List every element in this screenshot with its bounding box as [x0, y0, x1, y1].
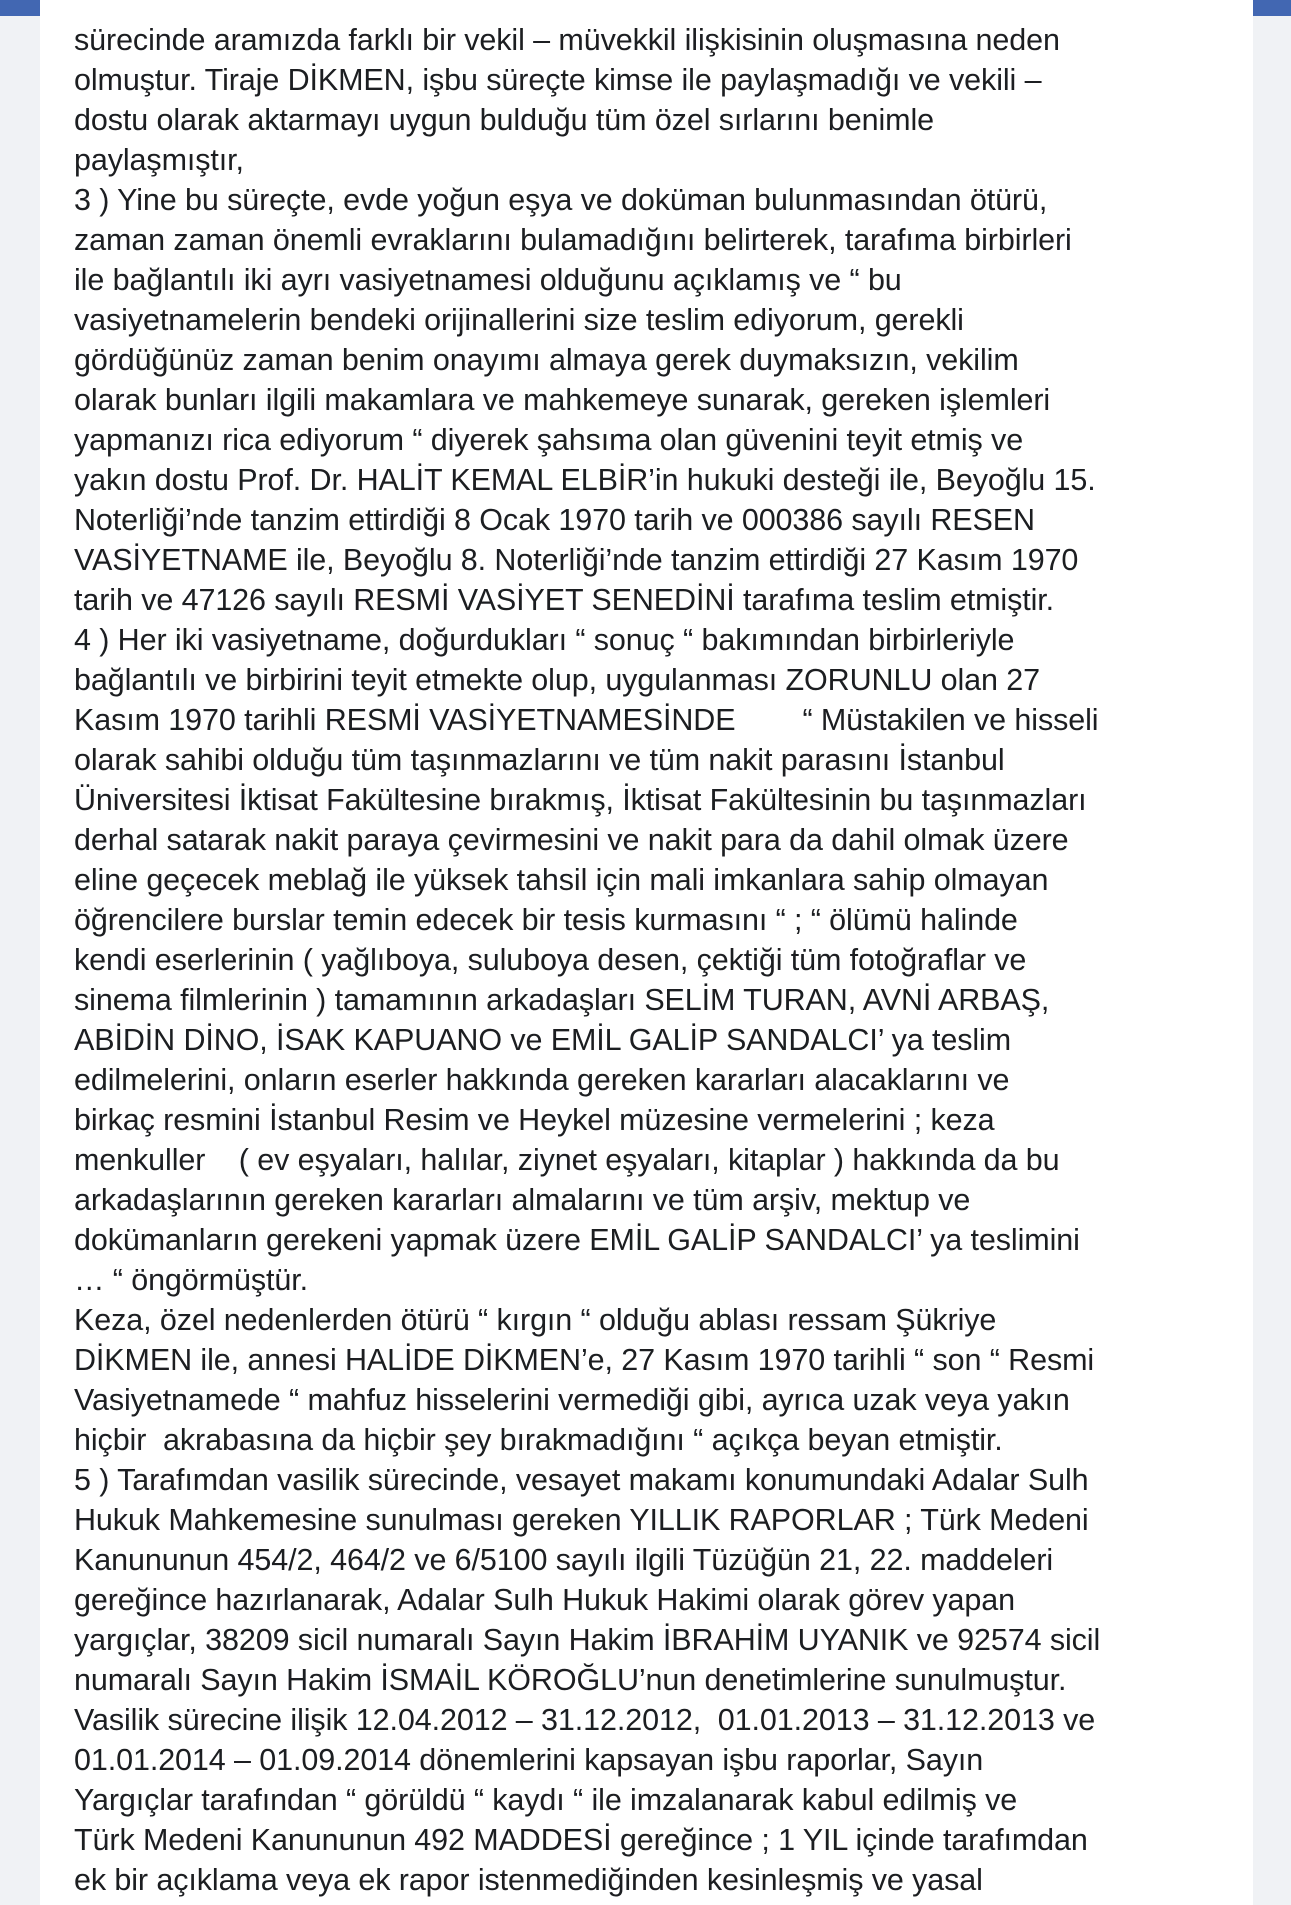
post-text-line: öğrencilere burslar temin edecek bir tesis kurmasını “ ; “ ölümü halinde	[74, 903, 1018, 937]
post-text-line: VASİYETNAME ile, Beyoğlu 8. Noterliği’nde tanzim ettirdiği 27 Kasım 1970	[74, 543, 1079, 577]
post-text-line: 5 ) Tarafımdan vasilik sürecinde, vesayet makamı konumundaki Adalar Sulh	[74, 1463, 1089, 1497]
post-text-line: zaman zaman önemli evraklarını bulamadığını belirterek, tarafıma birbirleri	[74, 223, 1072, 257]
post-text-line: yapmanızı rica ediyorum “ diyerek şahsıma olan güvenini teyit etmiş ve	[74, 423, 1024, 457]
post-text-line: tarih ve 47126 sayılı RESMİ VASİYET SENEDİNİ tarafıma teslim etmiştir.	[74, 583, 1055, 617]
post-text-line: Kasım 1970 tarihli RESMİ VASİYETNAMESİNDE “ Müstakilen ve hisseli	[74, 703, 1099, 737]
post-text-line: arkadaşlarının gereken kararları almalarını ve tüm arşiv, mektup ve	[74, 1183, 971, 1217]
post-text-line: gereğince hazırlanarak, Adalar Sulh Hukuk Hakimi olarak görev yapan	[74, 1583, 1016, 1617]
post-text-line: edilmelerini, onların eserler hakkında gereken kararları alacaklarını ve	[74, 1063, 1010, 1097]
post-text-line: Keza, özel nedenlerden ötürü “ kırgın “ olduğu ablası ressam Şükriye	[74, 1303, 997, 1337]
post-text-line: sinema filmlerinin ) tamamının arkadaşları SELİM TURAN, AVNİ ARBAŞ,	[74, 983, 1050, 1017]
post-text-line: yakın dostu Prof. Dr. HALİT KEMAL ELBİR’in hukuki desteği ile, Beyoğlu 15.	[74, 463, 1096, 497]
post-card	[40, 0, 1253, 1905]
post-text-line: 01.01.2014 – 01.09.2014 dönemlerini kapsayan işbu raporlar, Sayın	[74, 1743, 984, 1777]
post-text-line: Yargıçlar tarafından “ görüldü “ kaydı “ ile imzalanarak kabul edilmiş ve	[74, 1783, 1018, 1817]
post-text-line: Kanununun 454/2, 464/2 ve 6/5100 sayılı ilgili Tüzüğün 21, 22. maddeleri	[74, 1543, 1054, 1577]
post-text-line: DİKMEN ile, annesi HALİDE DİKMEN’e, 27 Kasım 1970 tarihli “ son “ Resmi	[74, 1343, 1095, 1377]
post-text-line: hiçbir akrabasına da hiçbir şey bırakmadığını “ açıkça beyan etmiştir.	[74, 1423, 1003, 1457]
post-text-line: Noterliği’nde tanzim ettirdiği 8 Ocak 1970 tarih ve 000386 sayılı RESEN	[74, 503, 1035, 537]
post-text-line: paylaşmıştır,	[74, 143, 244, 177]
post-text-line: 3 ) Yine bu süreçte, evde yoğun eşya ve doküman bulunmasından ötürü,	[74, 183, 1048, 217]
post-text-line: kendi eserlerinin ( yağlıboya, suluboya desen, çektiği tüm fotoğraflar ve	[74, 943, 1027, 977]
post-text-line: dostu olarak aktarmayı uygun bulduğu tüm özel sırlarını benimle	[74, 103, 935, 137]
post-text-line: Üniversitesi İktisat Fakültesine bırakmış, İktisat Fakültesinin bu taşınmazları	[74, 783, 1087, 817]
post-text-line: numaralı Sayın Hakim İSMAİL KÖROĞLU’nun denetimlerine sunulmuştur.	[74, 1663, 1067, 1697]
post-text-line: Vasilik sürecine ilişik 12.04.2012 – 31.12.2012, 01.01.2013 – 31.12.2013 ve	[74, 1703, 1096, 1737]
post-text-line: Vasiyetnamede “ mahfuz hisselerini vermediği gibi, ayrıca uzak veya yakın	[74, 1383, 1070, 1417]
post-text-line: bağlantılı ve birbirini teyit etmekte olup, uygulanması ZORUNLU olan 27	[74, 663, 1040, 697]
post-text-line: menkuller ( ev eşyaları, halılar, ziynet eşyaları, kitaplar ) hakkında da bu	[74, 1143, 1060, 1177]
post-text-line: ek bir açıklama veya ek rapor istenmediğinden kesinleşmiş ve yasal	[74, 1863, 983, 1897]
post-text-line: ABİDİN DİNO, İSAK KAPUANO ve EMİL GALİP SANDALCI’ ya teslim	[74, 1023, 1012, 1057]
post-text-line: Türk Medeni Kanununun 492 MADDESİ gereğince ; 1 YIL içinde tarafımdan	[74, 1823, 1088, 1857]
post-text-line: olmuştur. Tiraje DİKMEN, işbu süreçte kimse ile paylaşmadığı ve vekili –	[74, 63, 1042, 97]
post-body-text	[74, 20, 1253, 1900]
post-text-line: sürecinde aramızda farklı bir vekil – müvekkil ilişkisinin oluşmasına neden	[74, 23, 1060, 57]
post-text-line: ile bağlantılı iki ayrı vasiyetnamesi olduğunu açıklamış ve “ bu	[74, 263, 902, 297]
post-text-line: dokümanların gerekeni yapmak üzere EMİL GALİP SANDALCI’ ya teslimini	[74, 1223, 1080, 1257]
post-text-line: birkaç resmini İstanbul Resim ve Heykel müzesine vermelerini ; keza	[74, 1103, 995, 1137]
post-text-line: olarak bunları ilgili makamlara ve mahkemeye sunarak, gereken işlemleri	[74, 383, 1051, 417]
post-text-line: Hukuk Mahkemesine sunulması gereken YILLIK RAPORLAR ; Türk Medeni	[74, 1503, 1089, 1537]
post-text-line: yargıçlar, 38209 sicil numaralı Sayın Hakim İBRAHİM UYANIK ve 92574 sicil	[74, 1623, 1101, 1657]
post-text-line: eline geçecek meblağ ile yüksek tahsil için mali imkanlara sahip olmayan	[74, 863, 1049, 897]
post-text-line: gördüğünüz zaman benim onayımı almaya gerek duymaksızın, vekilim	[74, 343, 1019, 377]
post-text-line: … “ öngörmüştür.	[74, 1263, 309, 1297]
post-text-line: 4 ) Her iki vasiyetname, doğurdukları “ sonuç “ bakımından birbirleriyle	[74, 623, 1015, 657]
post-text-line: derhal satarak nakit paraya çevirmesini ve nakit para da dahil olmak üzere	[74, 823, 1069, 857]
post-text-line: olarak sahibi olduğu tüm taşınmazlarını ve tüm nakit parasını İstanbul	[74, 743, 1005, 777]
post-text-line: vasiyetnamelerin bendeki orijinallerini size teslim ediyorum, gerekli	[74, 303, 964, 337]
